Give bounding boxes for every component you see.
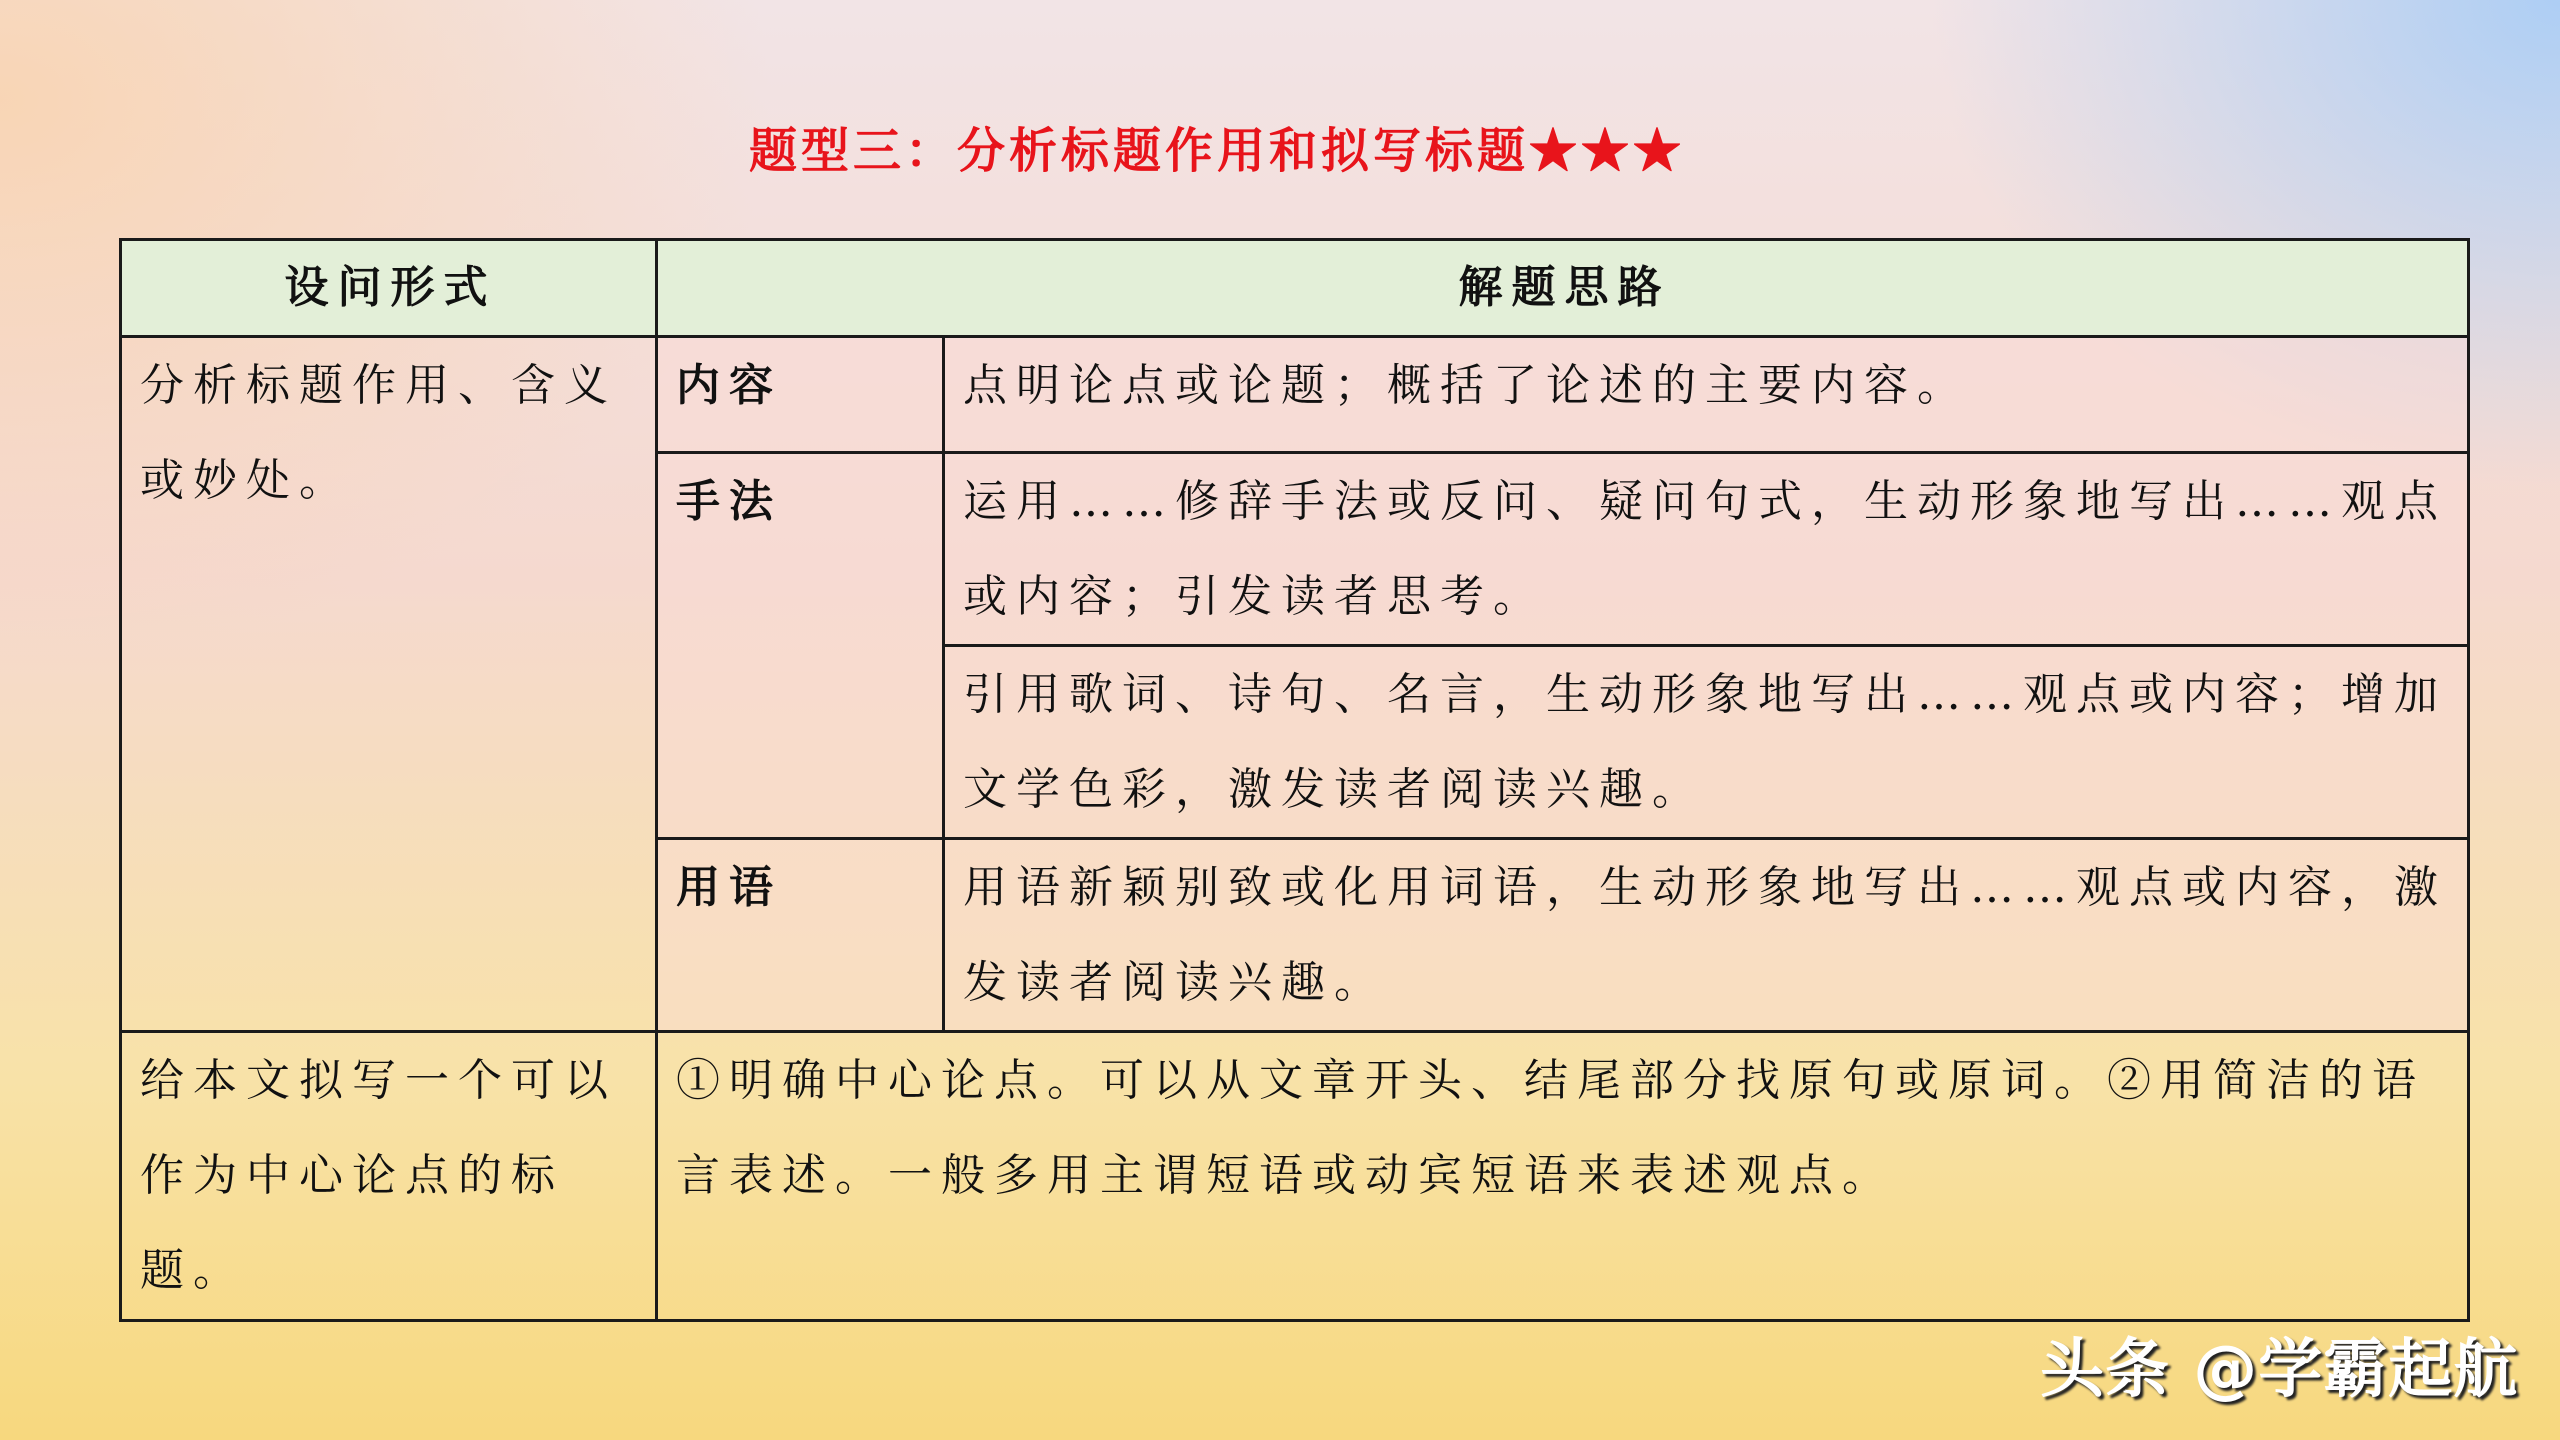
row-text-content: 点明论点或论题；概括了论述的主要内容。 (944, 337, 2469, 453)
answer-draft-title: ①明确中心论点。可以从文章开头、结尾部分找原句或原词。②用简洁的语言表述。一般多用主谓短语或动宾短语来表述观点。 (657, 1032, 2469, 1321)
header-question-form: 设问形式 (121, 240, 657, 337)
row-label-technique: 手法 (657, 453, 944, 839)
row-text-technique-2: 引用歌词、诗句、名言，生动形象地写出……观点或内容；增加文学色彩，激发读者阅读兴趣。 (944, 646, 2469, 839)
question-analyze-title: 分析标题作用、含义或妙处。 (121, 337, 657, 1032)
table-row (121, 1032, 2469, 1321)
slide-title: 题型三：分析标题作用和拟写标题★★★ (748, 123, 1685, 179)
header-solution-approach: 解题思路 (657, 240, 2469, 337)
answer-method-table (119, 238, 2470, 1322)
row-text-technique-1: 运用……修辞手法或反问、疑问句式，生动形象地写出……观点或内容；引发读者思考。 (944, 453, 2469, 646)
row-label-content: 内容 (657, 337, 944, 453)
row-label-wording: 用语 (657, 839, 944, 1032)
row-text-wording: 用语新颖别致或化用词语，生动形象地写出……观点或内容，激发读者阅读兴趣。 (944, 839, 2469, 1032)
table-row (121, 337, 2469, 453)
watermark: 头条 @学霸起航 (2040, 1333, 2519, 1407)
question-draft-title: 给本文拟写一个可以作为中心论点的标题。 (121, 1032, 657, 1321)
table-header-row (121, 240, 2469, 337)
